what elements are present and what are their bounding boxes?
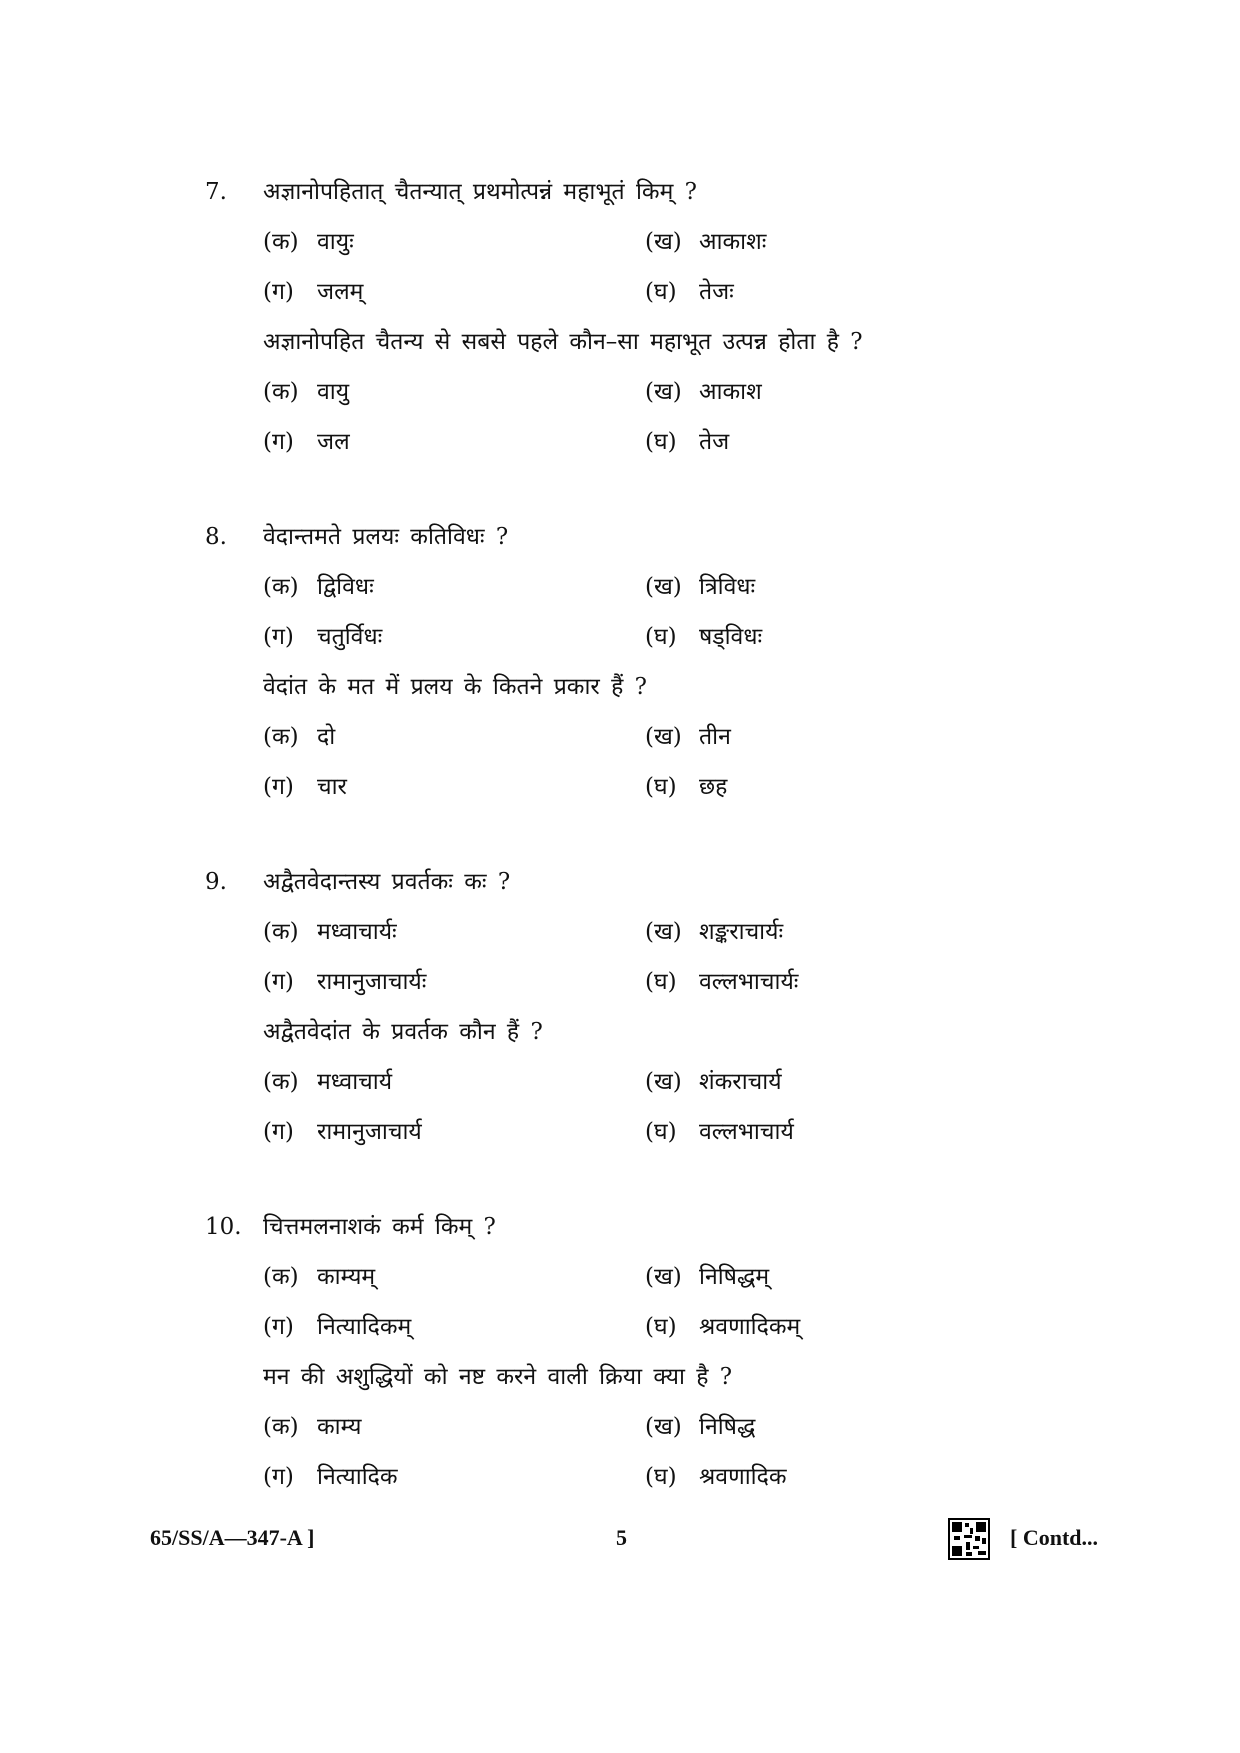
question-line-hindi — [205, 1007, 1065, 1057]
option-kha: (ख) आकाशः — [645, 229, 767, 255]
option-row — [205, 1252, 1065, 1302]
paper-code: 65/SS/A—347-A ] — [150, 1525, 315, 1550]
question-line — [205, 512, 1065, 562]
option-ka-hindi: (क) काम्य — [263, 1414, 362, 1440]
continued-label: [ Contd... — [1010, 1525, 1099, 1550]
option-ga-hindi: (ग) रामानुजाचार्य — [263, 1119, 422, 1145]
option-gha: (घ) षड्विधः — [645, 624, 763, 650]
option-row — [205, 1107, 1065, 1157]
option-kha-hindi: (ख) तीन — [645, 724, 731, 750]
option-row — [205, 367, 1065, 417]
option-row — [205, 1452, 1065, 1502]
option-ga: (ग) नित्यादिकम् — [263, 1314, 412, 1340]
question-text-hindi: मन की अशुद्धियों को नष्ट करने वाली क्रिया क्या है ? — [263, 1364, 733, 1390]
option-ga-hindi: (ग) जल — [263, 429, 350, 455]
question-text-sanskrit: अज्ञानोपहितात् चैतन्यात् प्रथमोत्पन्नं महाभूतं किम् ? — [263, 179, 697, 205]
option-row — [205, 762, 1065, 812]
option-gha: (घ) वल्लभाचार्यः — [645, 969, 799, 995]
option-row — [205, 1057, 1065, 1107]
option-ga-hindi: (ग) नित्यादिक — [263, 1464, 398, 1490]
qr-code-icon — [948, 1518, 990, 1560]
option-ka: (क) मध्वाचार्यः — [263, 919, 397, 945]
option-ka-hindi: (क) वायु — [263, 379, 350, 405]
question-line — [205, 857, 1065, 907]
option-gha: (घ) तेजः — [645, 279, 734, 305]
option-ka-hindi: (क) दो — [263, 724, 336, 750]
option-row — [205, 712, 1065, 762]
question-number: 8. — [205, 524, 227, 550]
option-row — [205, 907, 1065, 957]
page-number: 5 — [616, 1525, 627, 1550]
option-ka: (क) द्विविधः — [263, 574, 374, 600]
question-7 — [205, 167, 1065, 467]
option-gha-hindi: (घ) श्रवणादिक — [645, 1464, 787, 1490]
option-kha: (ख) निषिद्धम् — [645, 1264, 770, 1290]
option-kha-hindi: (ख) शंकराचार्य — [645, 1069, 782, 1095]
question-text-sanskrit: अद्वैतवेदान्तस्य प्रवर्तकः कः ? — [263, 869, 511, 895]
option-row — [205, 267, 1065, 317]
option-row — [205, 1402, 1065, 1452]
option-kha-hindi: (ख) निषिद्ध — [645, 1414, 756, 1440]
question-10 — [205, 1202, 1065, 1502]
option-kha: (ख) शङ्कराचार्यः — [645, 919, 784, 945]
option-row — [205, 217, 1065, 267]
option-ga: (ग) जलम् — [263, 279, 364, 305]
question-number: 9. — [205, 869, 227, 895]
option-gha-hindi: (घ) छह — [645, 774, 728, 800]
question-line — [205, 167, 1065, 217]
question-number: 10. — [205, 1214, 242, 1240]
option-ka-hindi: (क) मध्वाचार्य — [263, 1069, 393, 1095]
option-gha: (घ) श्रवणादिकम् — [645, 1314, 801, 1340]
question-text-sanskrit: वेदान्तमते प्रलयः कतिविधः ? — [263, 524, 509, 550]
question-8 — [205, 512, 1065, 812]
option-kha-hindi: (ख) आकाश — [645, 379, 762, 405]
option-ga-hindi: (ग) चार — [263, 774, 347, 800]
question-line — [205, 1202, 1065, 1252]
option-row — [205, 417, 1065, 467]
option-row — [205, 562, 1065, 612]
question-line-hindi — [205, 1352, 1065, 1402]
option-row — [205, 957, 1065, 1007]
question-text-hindi: वेदांत के मत में प्रलय के कितने प्रकार हैं ? — [263, 674, 647, 700]
question-text-hindi: अज्ञानोपहित चैतन्य से सबसे पहले कौन–सा महाभूत उत्पन्न होता है ? — [263, 329, 863, 355]
option-ka: (क) काम्यम् — [263, 1264, 376, 1290]
option-row — [205, 1302, 1065, 1352]
option-gha-hindi: (घ) वल्लभाचार्य — [645, 1119, 794, 1145]
option-ga: (ग) रामानुजाचार्यः — [263, 969, 427, 995]
option-row — [205, 612, 1065, 662]
page-footer — [0, 1518, 1240, 1558]
question-line-hindi — [205, 317, 1065, 367]
question-text-sanskrit: चित्तमलनाशकं कर्म किम् ? — [263, 1214, 496, 1240]
question-line-hindi — [205, 662, 1065, 712]
option-kha: (ख) त्रिविधः — [645, 574, 756, 600]
option-ga: (ग) चतुर्विधः — [263, 624, 383, 650]
question-9 — [205, 857, 1065, 1157]
question-number: 7. — [205, 179, 227, 205]
option-gha-hindi: (घ) तेज — [645, 429, 730, 455]
question-text-hindi: अद्वैतवेदांत के प्रवर्तक कौन हैं ? — [263, 1019, 543, 1045]
option-ka: (क) वायुः — [263, 229, 354, 255]
